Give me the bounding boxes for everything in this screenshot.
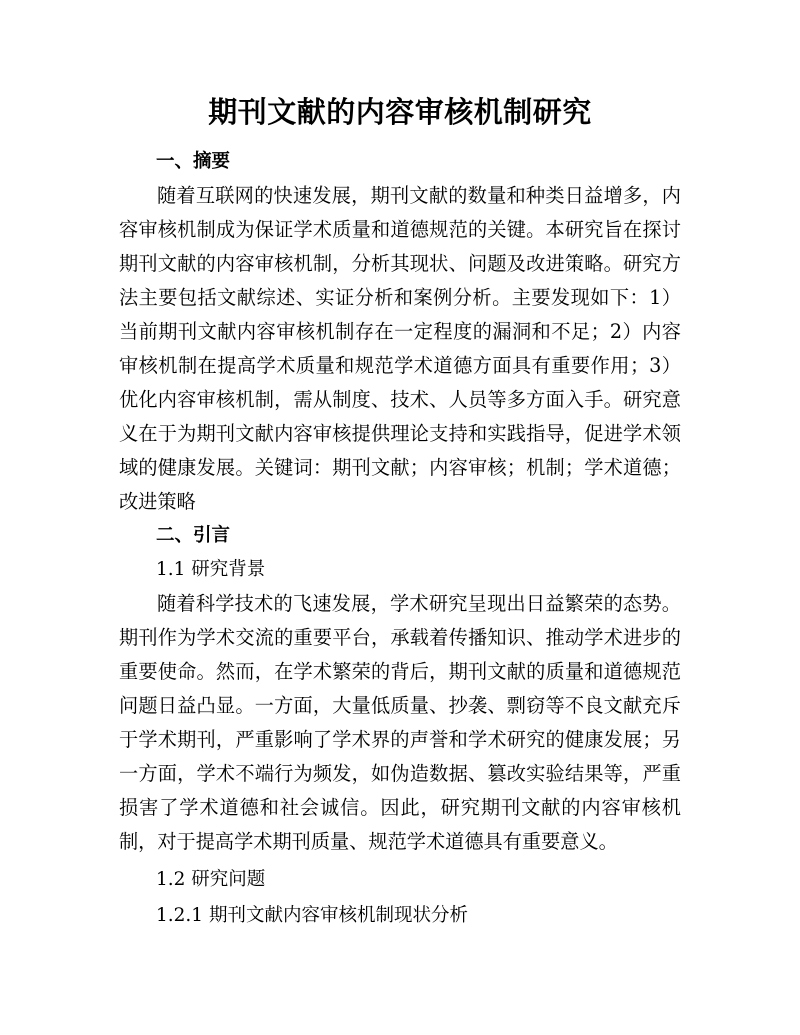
introduction-heading: 二、引言: [156, 525, 231, 546]
status-analysis-heading: 1.2.1 期刊文献内容审核机制现状分析: [156, 905, 468, 926]
background-heading: 1.1 研究背景: [156, 559, 266, 580]
abstract-paragraph: 随着互联网的快速发展，期刊文献的数量和种类日益增多，内容审核机制成为保证学术质量和道德规范的关键。本研究旨在探讨期刊文献的内容审核机制，分析其现状、问题及改进策略。研究方法主要包括文献综述、实证分析和案例分析。主要发现如下：1）当前期刊文献内容审核机制存在一定程度的漏洞和不足；2）内容审核机制在提高学术质量和规范学术道德方面具有重要作用；3）优化内容审核机制，需从制度、技术、人员等多方面入手。研究意义在于为期刊文献内容审核提供理论支持和实践指导，促进学术领域的健康发展。关键词：期刊文献；内容审核；机制；学术道德；改进策略: [119, 184, 681, 513]
background-paragraph: 随着科学技术的飞速发展，学术研究呈现出日益繁荣的态势。期刊作为学术交流的重要平台，承载着传播知识、推动学术进步的重要使命。然而，在学术繁荣的背后，期刊文献的质量和道德规范问题日益凸显。一方面，大量低质量、抄袭、剽窃等不良文献充斥于学术期刊，严重影响了学术界的声誉和学术研究的健康发展；另一方面，学术不端行为频发，如伪造数据、篡改实验结果等，严重损害了学术道德和社会诚信。因此，研究期刊文献的内容审核机制，对于提高学术期刊质量、规范学术道德具有重要意义。: [119, 592, 681, 853]
document-title: 期刊文献的内容审核机制研究: [208, 95, 592, 129]
abstract-heading: 一、摘要: [156, 151, 231, 172]
document-body: [119, 145, 681, 933]
research-questions-heading: 1.2 研究问题: [156, 869, 266, 890]
